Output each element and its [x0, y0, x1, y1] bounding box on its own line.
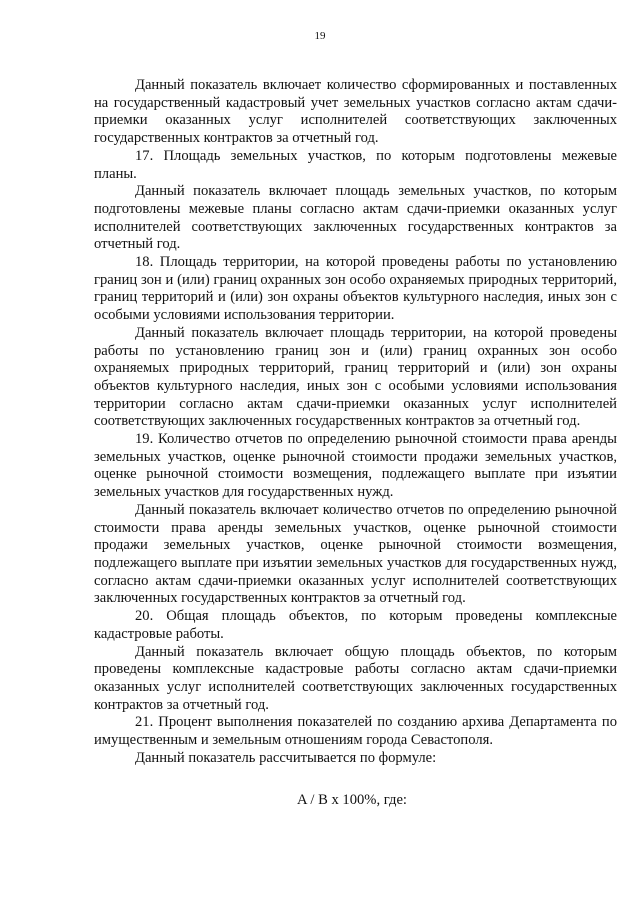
paragraph-indicator-20-title: 20. Общая площадь объектов, по которым проведены комплексные кадастровые работы.: [94, 608, 617, 642]
paragraph-indicator-16-description: Данный показатель включает количество сформированных и поставленных на государственный кадастровый учет земельных участков согласно актам сдачи-приемки оказанных услуг исполнителей соответствующих заключенных государственных контрактов за отчетный год.: [94, 77, 617, 147]
paragraph-indicator-19-description: Данный показатель включает количество отчетов по определению рыночной стоимости права аренды земельных участков, оценке рыночной стоимости продажи земельных участков, оценке рыночной стоимости возмещения, подлежащего выплате при изъятии земельных участков для государственных нужд, согласно актам сдачи-приемки оказанных услуг исполнителей соответствующих заключенных государственных контрактов за отчетный год.: [94, 501, 617, 607]
paragraph-indicator-17-description: Данный показатель включает площадь земельных участков, по которым подготовлены межевые планы согласно актам сдачи-приемки оказанных услуг исполнителей соответствующих заключенных государственных контрактов за отчетный год.: [94, 183, 617, 253]
paragraph-indicator-18-title: 18. Площадь территории, на которой проведены работы по установлению границ зон и (или) границ охранных зон особо охраняемых природных территорий, границ территорий и (или) зон охраны объектов культурного наследия, иных зон с особыми условиями использования территории.: [94, 254, 617, 324]
paragraph-indicator-18-description: Данный показатель включает площадь территории, на которой проведены работы по установлению границ зон и (или) границ охранных зон особо охраняемых природных территорий, границ территорий и (или) зон охраны объектов культурного наследия, иных зон с особыми условиями использования территории согласно актам сдачи-приемки оказанных услуг исполнителей соответствующих заключенных государственных контрактов за отчетный год.: [94, 324, 617, 430]
paragraph-formula-intro: Данный показатель рассчитывается по формуле:: [135, 749, 437, 766]
document-body: [94, 77, 617, 767]
paragraph-indicator-17-title: 17. Площадь земельных участков, по которым подготовлены межевые планы.: [94, 147, 617, 182]
paragraph-indicator-20-description: Данный показатель включает общую площадь объектов, по которым проведены комплексные кадастровые работы согласно актам сдачи-приемки оказанных услуг исполнителей соответствующих заключенных государственных контрактов за отчетный год.: [94, 643, 617, 713]
page-number: 19: [314, 30, 326, 42]
paragraph-indicator-21-title: 21. Процент выполнения показателей по созданию архива Департамента по имущественным и земельным отношениям города Севастополя.: [94, 714, 617, 749]
formula: A / B x 100%, где:: [297, 792, 407, 808]
paragraph-indicator-19-title: 19. Количество отчетов по определению рыночной стоимости права аренды земельных участков, оценке рыночной стоимости продажи земельных участков, оценке рыночной стоимости возмещения, подлежащего выплате при изъятии земельных участков для государственных нужд.: [94, 431, 617, 501]
